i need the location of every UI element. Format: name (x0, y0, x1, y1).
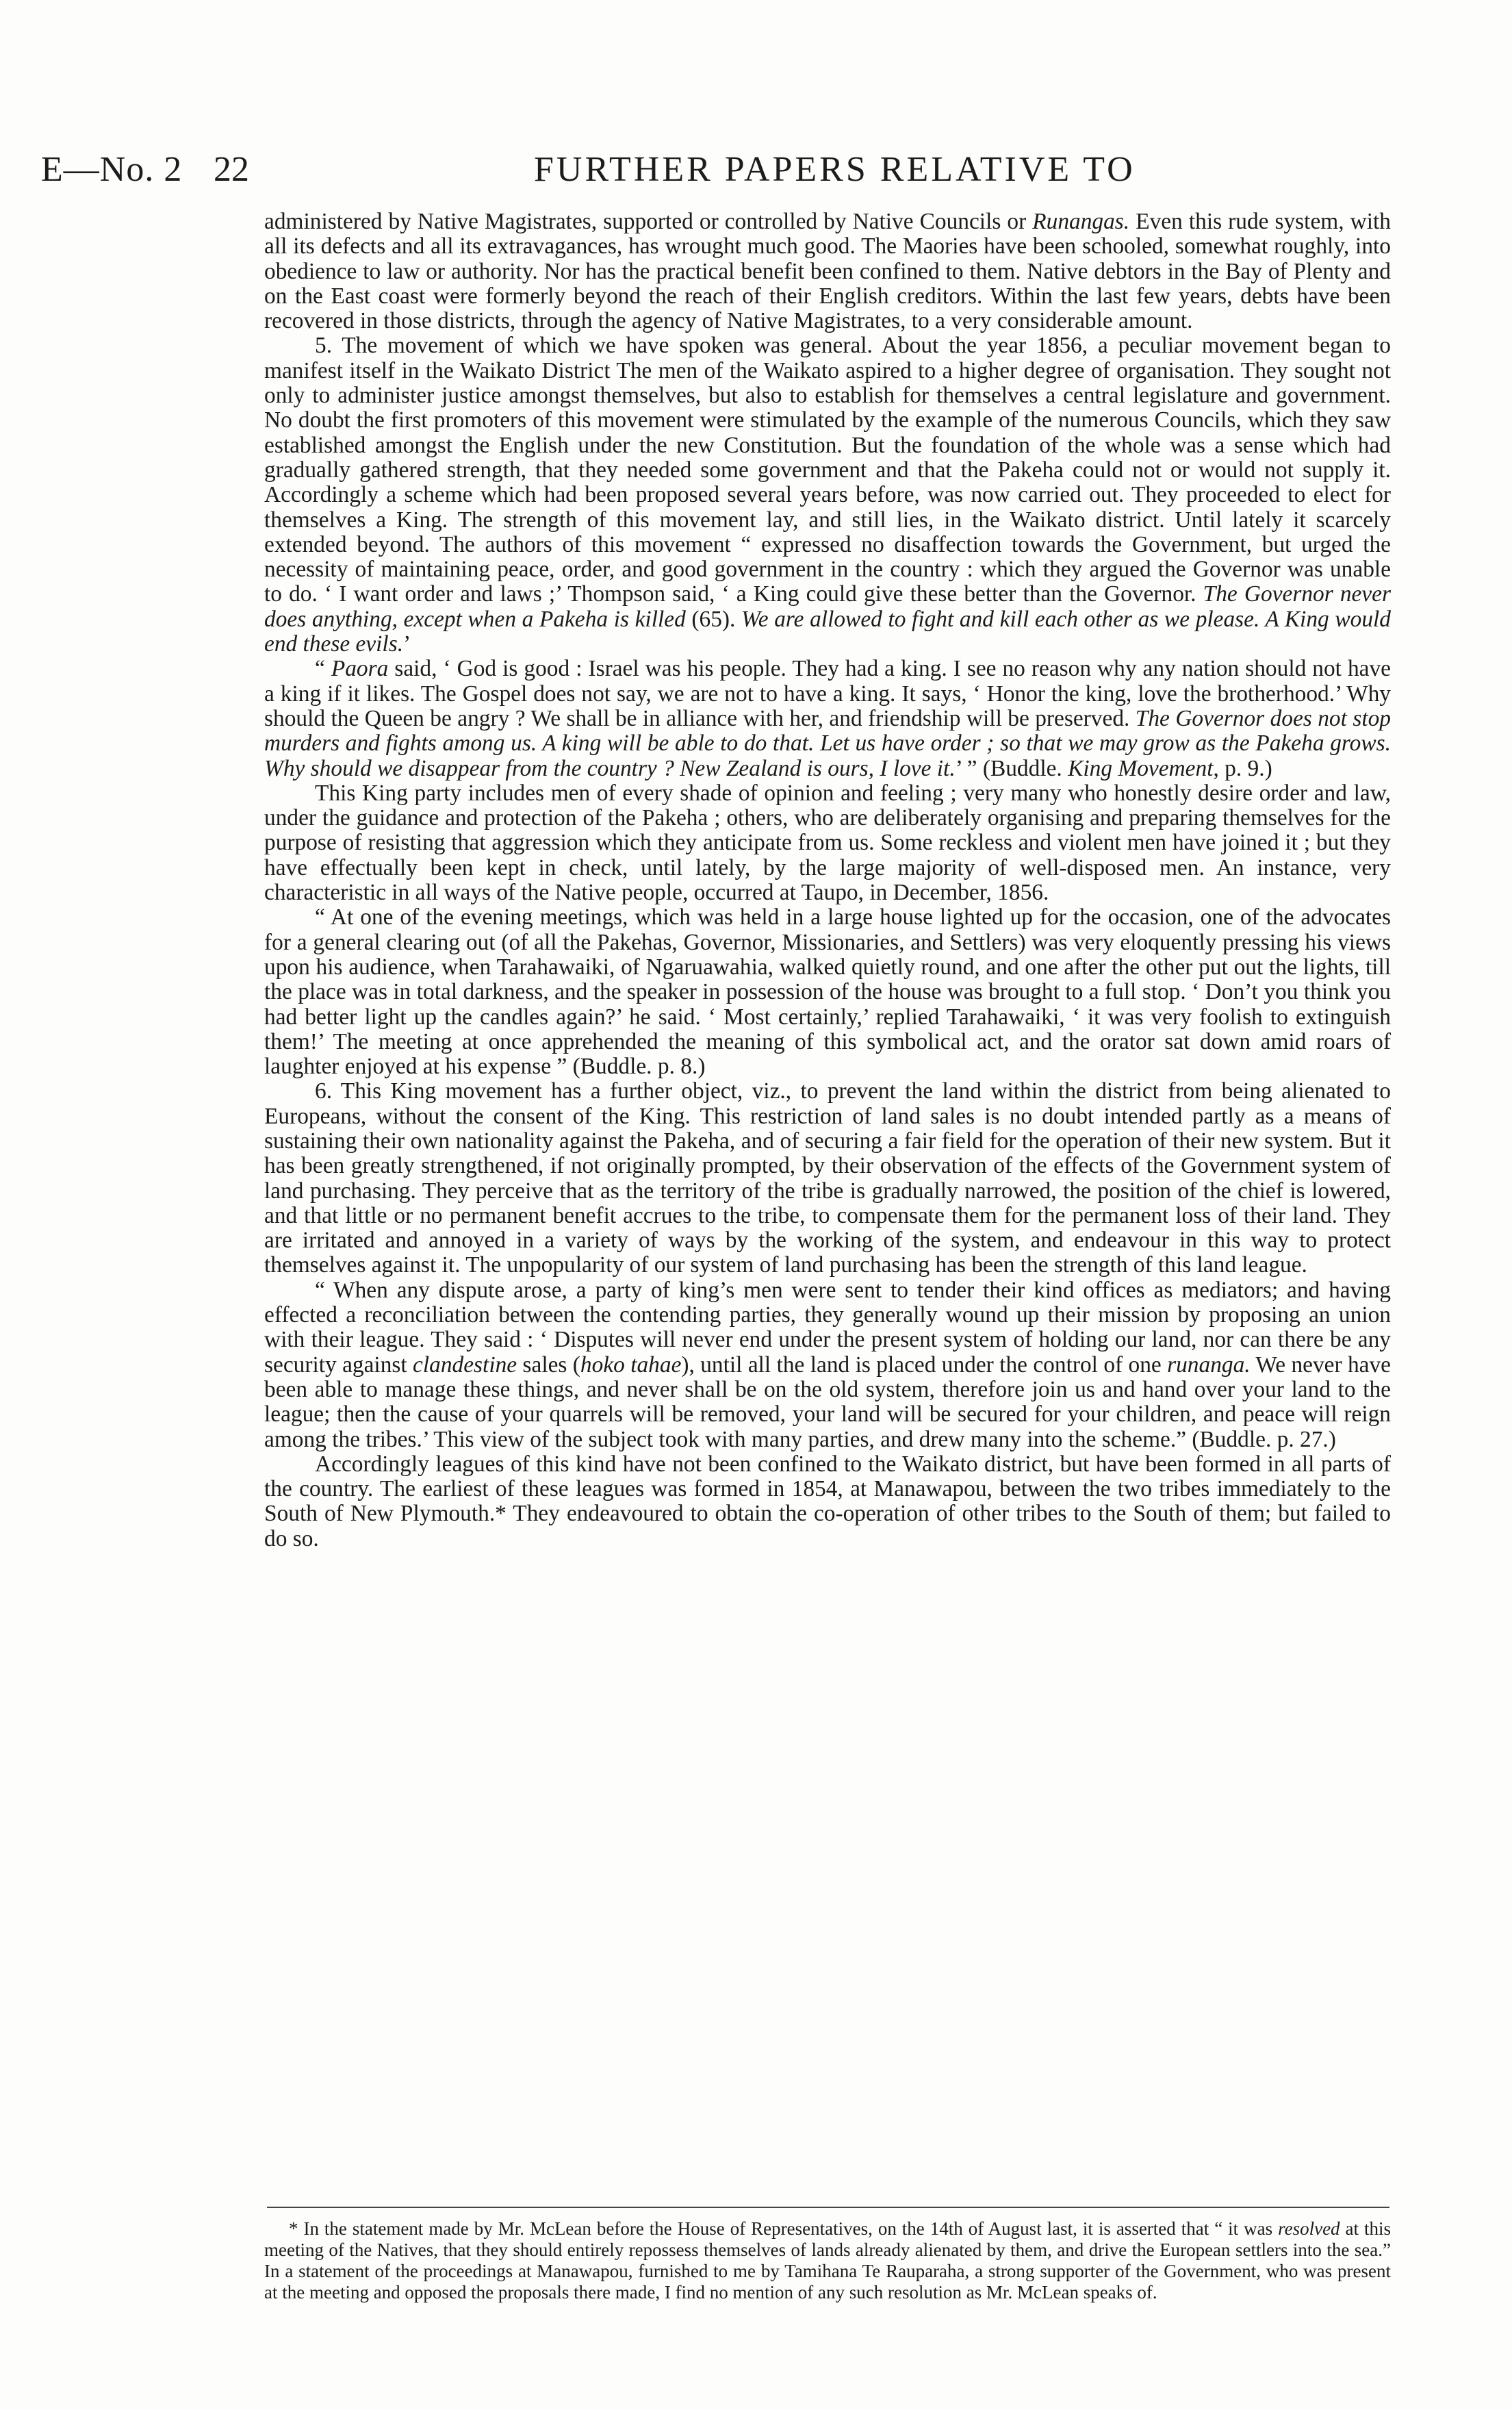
text-run: * In the statement made by Mr. McLean before the House of Representatives, on the 14th of August last, it is asserted that “ it was (289, 2218, 1279, 2239)
paragraph (264, 1278, 1391, 1452)
footnote (264, 2218, 1391, 2303)
page-header (41, 149, 1177, 211)
italic-text: The Governor never does anything, except when a Pakeha is killed (264, 581, 1391, 632)
text-run: “ When any dispute arose, a party of king’s men were sent to tender their kind offices as mediators; and having effected a reconciliation between the contending parties, they generally wound up their mission by proposing an union with their league. They said : ‘ Disputes will never end under the present system of holding our land, nor can there be any security against (264, 1277, 1391, 1378)
text-run: ), until all the land is placed under the control of one (681, 1352, 1168, 1378)
document-number: E—No. 2 (41, 150, 183, 189)
italic-text: runanga. (1167, 1352, 1251, 1378)
text-run: ’ (403, 631, 411, 657)
text-run: (65). (685, 606, 742, 632)
footnote-paragraph (264, 2218, 1391, 2303)
text-run: “ (315, 656, 331, 682)
text-run: administered by Native Magistrates, supported or controlled by Native Councils or (264, 209, 1033, 234)
text-run: at this meeting of the Natives, that they should entirely repossess themselves of lands already alienated by them, and drive the European settlers into the sea.” In a statement of the proceedings at Manawapou, furnished to me by Tamihana Te Rauparaha, a strong supporter of the Government, who was present at the meeting and opposed the proposals there made, I find no mention of any such resolution as Mr. McLean speaks of. (264, 2218, 1391, 2303)
paragraph (264, 905, 1391, 1079)
italic-text: The Governor does not stop murders and fights among us. A king will be able to do that. Let us have order ; so that we may grow as the Pakeha grows. Why should we disappear from the country ? New Zealand is ours, I love it. (264, 705, 1391, 781)
footnote-rule (267, 2207, 1389, 2208)
body-text (264, 210, 1391, 1551)
paragraph (264, 210, 1391, 333)
page-number: 22 (214, 150, 249, 189)
text-run: 6. This King movement has a further object, viz., to prevent the land within the district from being alienated to Europeans, without the consent of the King. This restriction of land sales is no doubt intended partly as a means of sustaining their own nationality against the Pakeha, and of securing a fair field for the operation of their new system. But it has been greatly strengthened, if not originally prompted, by their observation of the effects of the Government system of land purchasing. They perceive that as the territory of the tribe is gradually narrowed, the position of the chief is lowered, and that little or no permanent benefit accrues to the tribe, to compensate them for the permanent loss of their land. They are irritated and annoyed in a variety of ways by the working of the system, and endeavour in this way to protect themselves against it. The unpopularity of our system of land purchasing has been the strength of this land league. (264, 1078, 1391, 1278)
text-run: This King party includes men of every shade of opinion and feeling ; very many who honestly desire order and law, under the guidance and protection of the Pakeha ; others, who are deliberately organising and preparing themselves for the purpose of resisting that aggression which they anticipate from us. Some reckless and violent men have joined it ; but they have effectually been kept in check, until lately, by the large majority of well-disposed men. An instance, very characteristic in all ways of the Native people, occurred at Taupo, in December, 1856. (264, 780, 1391, 906)
text-run: 5. The movement of which we have spoken was general. About the year 1856, a peculiar movement began to manifest itself in the Waikato District The men of the Waikato aspired to a higher degree of organisation. They sought not only to administer justice amongst themselves, but also to establish for themselves a central legislature and government. No doubt the first promoters of this movement were stimulated by the example of the numerous Councils, which they saw established amongst the English under the new Constitution. But the foundation of the whole was a sense which had gradually gathered strength, that they needed some government and that the Pakeha could not or would not supply it. Accordingly a scheme which had been proposed several years before, was now carried out. They proceeded to elect for themselves a King. The strength of this movement lay, and still lies, in the Waikato district. Until lately it scarcely extended beyond. The authors of this movement “ expressed no disaffection towards the Government, but urged the necessity of maintaining peace, order, and good government in the country : which they argued the Governor was unable to do. ‘ I want order and laws ;’ Thompson said, ‘ a King could give these better than the Governor. (264, 333, 1391, 607)
text-run: “ At one of the evening meetings, which was held in a large house lighted up for the occasion, one of the advocates for a general clearing out (of all the Pakehas, Governor, Missionaries, and Settlers) was very eloquently pressing his views upon his audience, when Tarahawaiki, of Ngaruawahia, walked quietly round, and one after the other put out the lights, till the place was in total darkness, and the speaker in possession of the house was brought to a full stop. ‘ Don’t you think you had better light up the candles again?’ he said. ‘ Most certainly,’ replied Tarahawaiki, ‘ it was very foolish to extinguish them!’ The meeting at once apprehended the meaning of this symbolical act, and the orator sat down amid roars of laughter enjoyed at his expense ” (Buddle. p. 8.) (264, 904, 1391, 1080)
text-run: ’ ” (Buddle. (955, 755, 1068, 781)
italic-text: King Movement (1068, 755, 1214, 781)
text-run: Even this rude system, with all its defects and all its extravagances, has wrought much good. The Maories have been schooled, somewhat roughly, into obedience to law or authority. Nor has the practical benefit been confined to them. Native debtors in the Bay of Plenty and on the East coast were formerly beyond the reach of their English creditors. Within the last few years, debts have been recovered in those districts, through the agency of Native Magistrates, to a very considerable amount. (264, 209, 1391, 334)
text-run: , p. 9.) (1213, 755, 1272, 781)
italic-text: clandestine (413, 1352, 517, 1378)
italic-text: We are allowed to fight and kill each other as we please. A King would end these evils. (264, 606, 1391, 657)
italic-text: hoko tahae (580, 1352, 682, 1378)
italic-text: Paora (331, 656, 389, 682)
text-run: said, ‘ God is good : Israel was his people. They had a king. I see no reason why any nation should not have a king if it likes. The Gospel does not say, we are not to have a king. It says, ‘ Honor the king, love the brotherhood.’ Why should the Queen be angry ? We shall be in alliance with her, and friendship will be preserved. (264, 656, 1392, 731)
italic-text: resolved (1278, 2218, 1340, 2239)
text-run: Accordingly leagues of this kind have not been confined to the Waikato district, but have been formed in all parts of the country. The earliest of these leagues was formed in 1854, at Manawapou, between the two tribes immediately to the South of New Plymouth.* They endeavoured to obtain the co-operation of other tribes to the South of them; but failed to do so. (264, 1451, 1391, 1551)
text-run: We never have been able to manage these things, and never shall be on the old system, therefore join us and hand over your land to the league; then the cause of your quarrels will be removed, your land will be secured for your children, and peace will reign among the tribes.’ This view of the subject took with many parties, and drew many into the scheme.” (Buddle. p. 27.) (264, 1352, 1391, 1452)
paragraph (264, 781, 1391, 905)
running-title: FURTHER PAPERS RELATIVE TO (534, 150, 1136, 189)
paragraph (264, 657, 1391, 781)
italic-text: Runangas. (1032, 209, 1130, 234)
text-run: sales ( (517, 1352, 580, 1378)
paragraph (264, 333, 1391, 657)
paragraph (264, 1079, 1391, 1278)
paragraph (264, 1452, 1391, 1551)
